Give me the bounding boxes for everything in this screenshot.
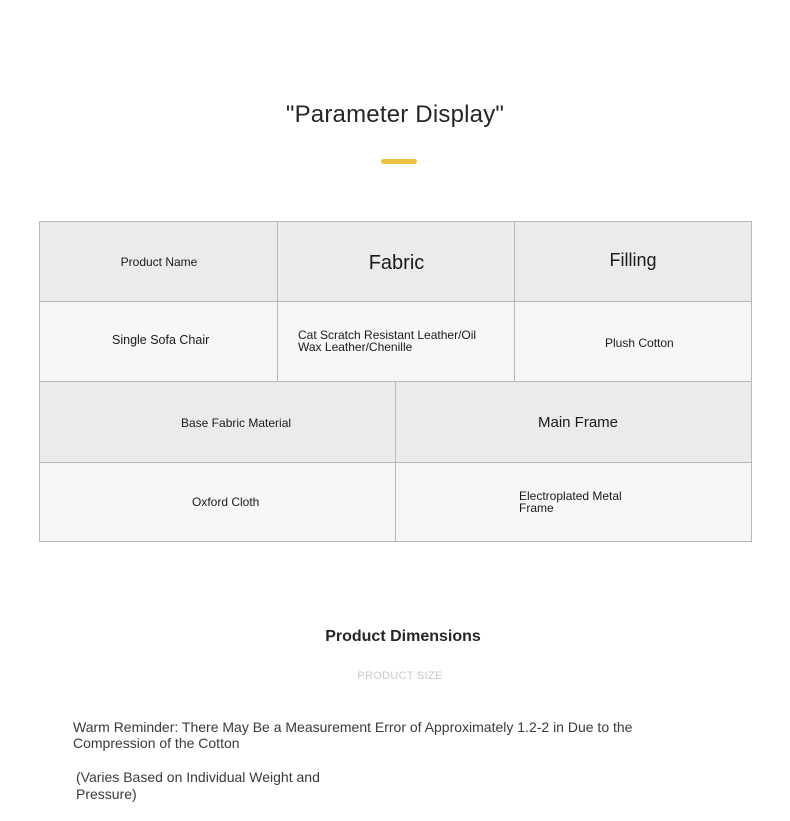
- table-cell: [396, 463, 751, 541]
- main-frame-label: Main Frame: [538, 414, 619, 431]
- divider: [40, 381, 751, 382]
- table-cell: [396, 382, 751, 463]
- parameter-table: [39, 221, 752, 542]
- product-name-value: Single Sofa Chair: [112, 333, 210, 347]
- base-fabric-value: Oxford Cloth: [192, 495, 260, 509]
- page-title: "Parameter Display": [285, 101, 505, 128]
- fabric-label: Fabric: [368, 251, 425, 274]
- table-cell: [278, 222, 515, 302]
- divider: [40, 301, 751, 302]
- table-cell: [40, 463, 396, 541]
- filling-value: Plush Cotton: [605, 336, 674, 350]
- main-frame-value: Electroplated Metal Frame: [519, 489, 622, 515]
- varies-note: (Varies Based on Individual Weight and Pressure): [76, 769, 320, 802]
- table-cell: [278, 302, 515, 382]
- fabric-value: Cat Scratch Resistant Leather/Oil Wax Leather/Chenille: [298, 328, 477, 354]
- table-cell: [40, 222, 278, 302]
- divider: [40, 462, 751, 463]
- divider: [514, 222, 515, 382]
- table-cell: [515, 302, 751, 382]
- base-fabric-label: Base Fabric Material: [181, 415, 292, 430]
- dimensions-title: Product Dimensions: [325, 628, 481, 645]
- divider: [277, 222, 278, 382]
- filling-label: Filling: [609, 249, 657, 270]
- product-name-label: Product Name: [120, 255, 198, 269]
- table-cell: [515, 222, 751, 302]
- title-accent-bar: [381, 159, 417, 164]
- table-cell: [40, 302, 278, 382]
- dimensions-subtitle: PRODUCT SIZE: [357, 670, 443, 682]
- measurement-reminder: Warm Reminder: There May Be a Measurement Error of Approximately 1.2-2 in Due to the Compression of the Cotton: [73, 719, 633, 751]
- table-cell: [40, 382, 396, 463]
